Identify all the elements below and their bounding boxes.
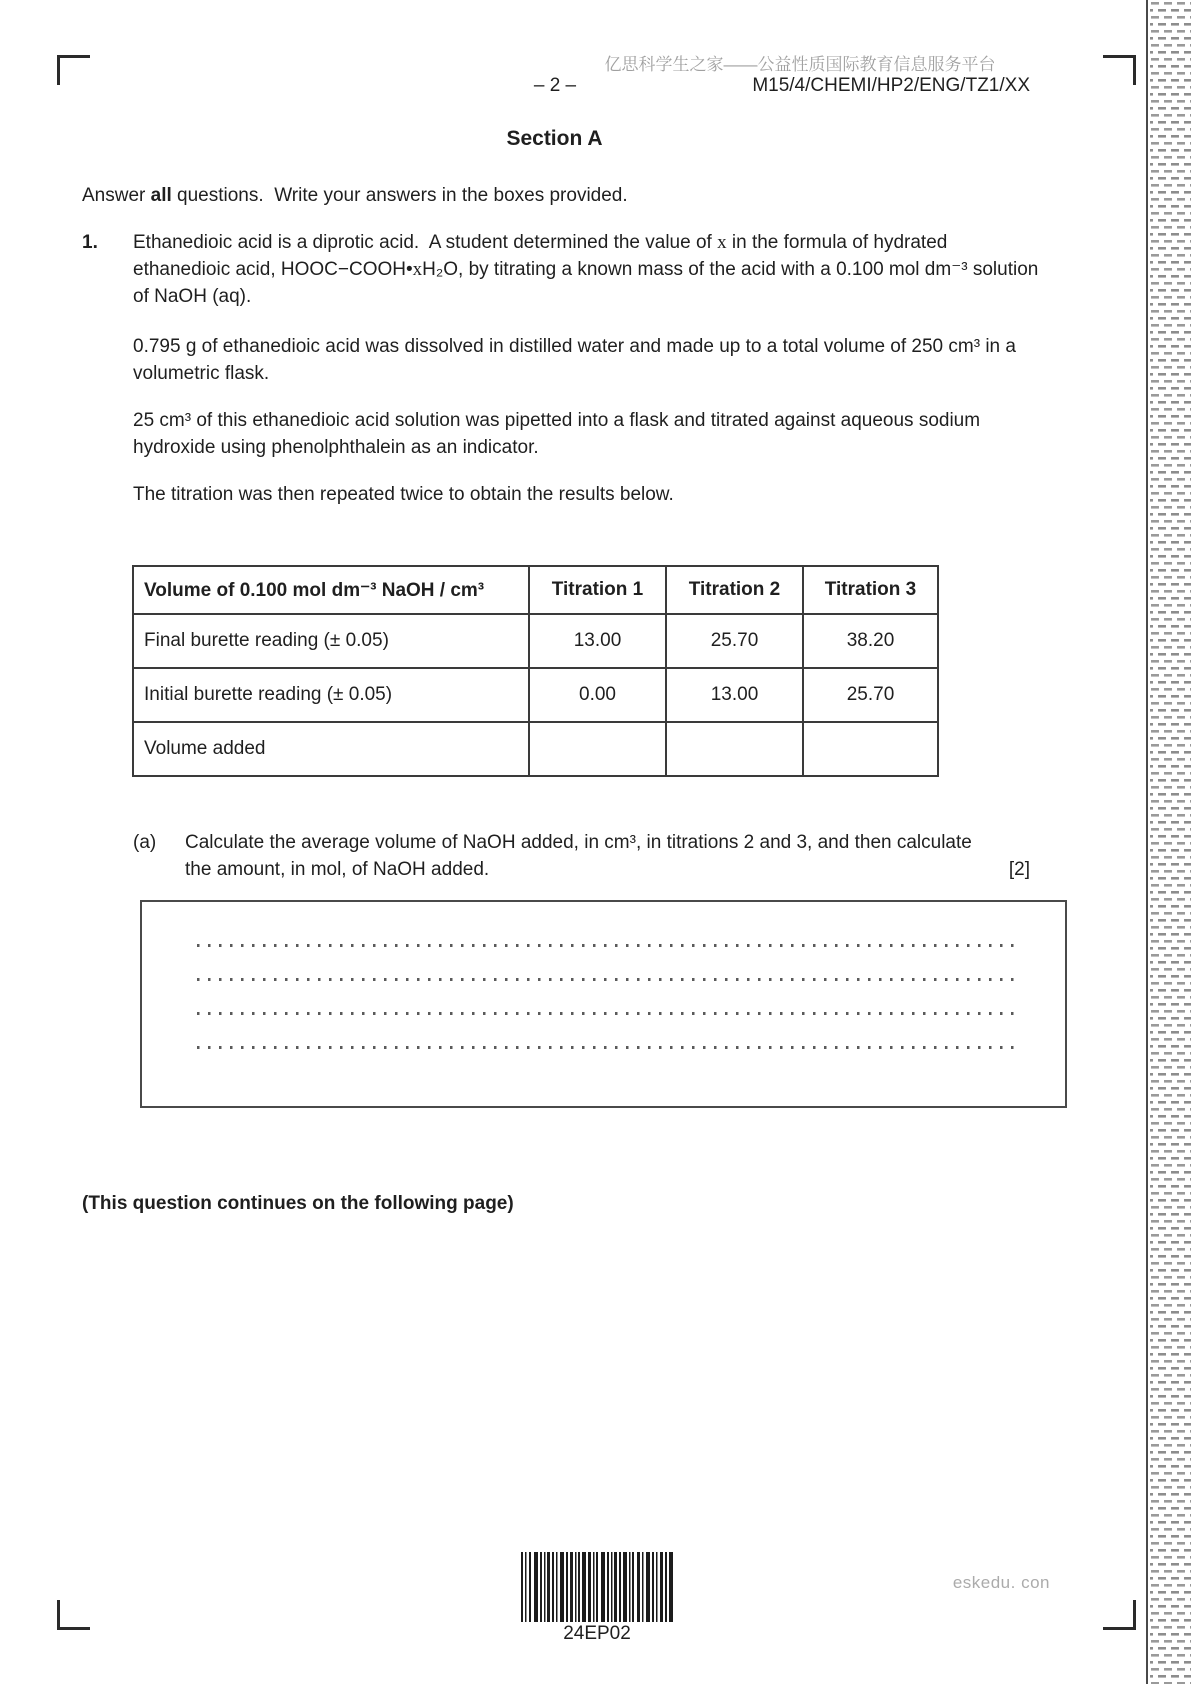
titration-table xyxy=(132,565,939,777)
row-label-initial-reading: Initial burette reading (± 0.05) xyxy=(133,668,529,722)
edge-strip-divider-line xyxy=(1146,0,1148,1684)
intro-part: Ethanedioic acid is a diprotic acid. A student determined the value of xyxy=(133,232,718,253)
table-header-row xyxy=(133,566,938,614)
section-title: Section A xyxy=(506,127,603,150)
corner-mark-top-left xyxy=(57,55,90,85)
table-header-titration-1: Titration 1 xyxy=(529,566,666,614)
table-header-titration-3: Titration 3 xyxy=(803,566,938,614)
table-header-volume: Volume of 0.100 mol dm⁻³ NaOH / cm³ xyxy=(133,566,529,614)
table-header-titration-2: Titration 2 xyxy=(666,566,803,614)
site-watermark: eskedu. con xyxy=(952,1573,1050,1592)
variable-x: x xyxy=(412,259,423,280)
cell-value: 38.20 xyxy=(803,614,938,668)
part-a-marks: [2] xyxy=(1008,859,1030,880)
continues-note: (This question continues on the following page) xyxy=(82,1193,514,1214)
barcode-block xyxy=(518,1552,676,1645)
part-a-text: Calculate the average volume of NaOH added, in cm³, in titrations 2 and 3, and then calculate the amount, in mol, of NaOH added. xyxy=(185,832,978,880)
question-number: 1. xyxy=(82,232,98,253)
row-label-volume-added: Volume added xyxy=(133,722,529,776)
cell-empty xyxy=(803,722,938,776)
answer-box xyxy=(140,900,1067,1108)
barcode-icon xyxy=(521,1552,673,1622)
page-edge-hatch-strip xyxy=(1146,0,1191,1684)
question-paragraph-3: 25 cm³ of this ethanedioic acid solution was pipetted into a flask and titrated against aqueous sodium hydroxide using phenolphthalein as an indicator. xyxy=(133,410,986,458)
intro-part: in the formula of hydrated ethanedioic acid, HOOC−COOH• xyxy=(133,232,953,280)
instruction-bold-all: all xyxy=(150,185,172,206)
barcode-label: 24EP02 xyxy=(563,1623,631,1644)
variable-x: x xyxy=(717,232,727,253)
exam-code: M15/4/CHEMI/HP2/ENG/TZ1/XX xyxy=(752,75,1030,96)
answer-dotted-line xyxy=(197,1046,1015,1049)
page-number: – 2 – xyxy=(533,75,577,96)
table-row xyxy=(133,668,938,722)
cell-value: 25.70 xyxy=(666,614,803,668)
answer-dotted-line xyxy=(197,978,1015,981)
cell-value: 13.00 xyxy=(666,668,803,722)
table-row xyxy=(133,722,938,776)
question-paragraph-4: The titration was then repeated twice to obtain the results below. xyxy=(133,484,674,505)
part-a-label: (a) xyxy=(133,832,157,853)
chinese-watermark-header: 亿思科学生之家——公益性质国际教育信息服务平台 xyxy=(604,55,996,74)
answer-dotted-line xyxy=(197,944,1015,947)
instruction-suffix: questions. Write your answers in the boxes provided. xyxy=(171,185,628,206)
cell-value: 13.00 xyxy=(529,614,666,668)
instruction-line xyxy=(82,182,1012,209)
corner-mark-bottom-right xyxy=(1103,1600,1136,1630)
row-label-final-reading: Final burette reading (± 0.05) xyxy=(133,614,529,668)
cell-empty xyxy=(529,722,666,776)
cell-value: 0.00 xyxy=(529,668,666,722)
cell-value: 25.70 xyxy=(803,668,938,722)
table-row xyxy=(133,614,938,668)
hatch-pattern xyxy=(1150,0,1191,1684)
question-intro xyxy=(133,229,1044,310)
question-paragraph-2: 0.795 g of ethanedioic acid was dissolved in distilled water and made up to a total volume of 250 cm³ in a volumetric flask. xyxy=(133,336,1022,384)
instruction-prefix: Answer xyxy=(82,185,151,206)
intro-part: H₂O, by titrating a known mass of the acid with a 0.100 mol dm⁻³ solution of NaOH (aq). xyxy=(133,259,1044,307)
corner-mark-top-right xyxy=(1103,55,1136,85)
corner-mark-bottom-left xyxy=(57,1600,90,1630)
cell-empty xyxy=(666,722,803,776)
answer-dotted-line xyxy=(197,1012,1015,1015)
